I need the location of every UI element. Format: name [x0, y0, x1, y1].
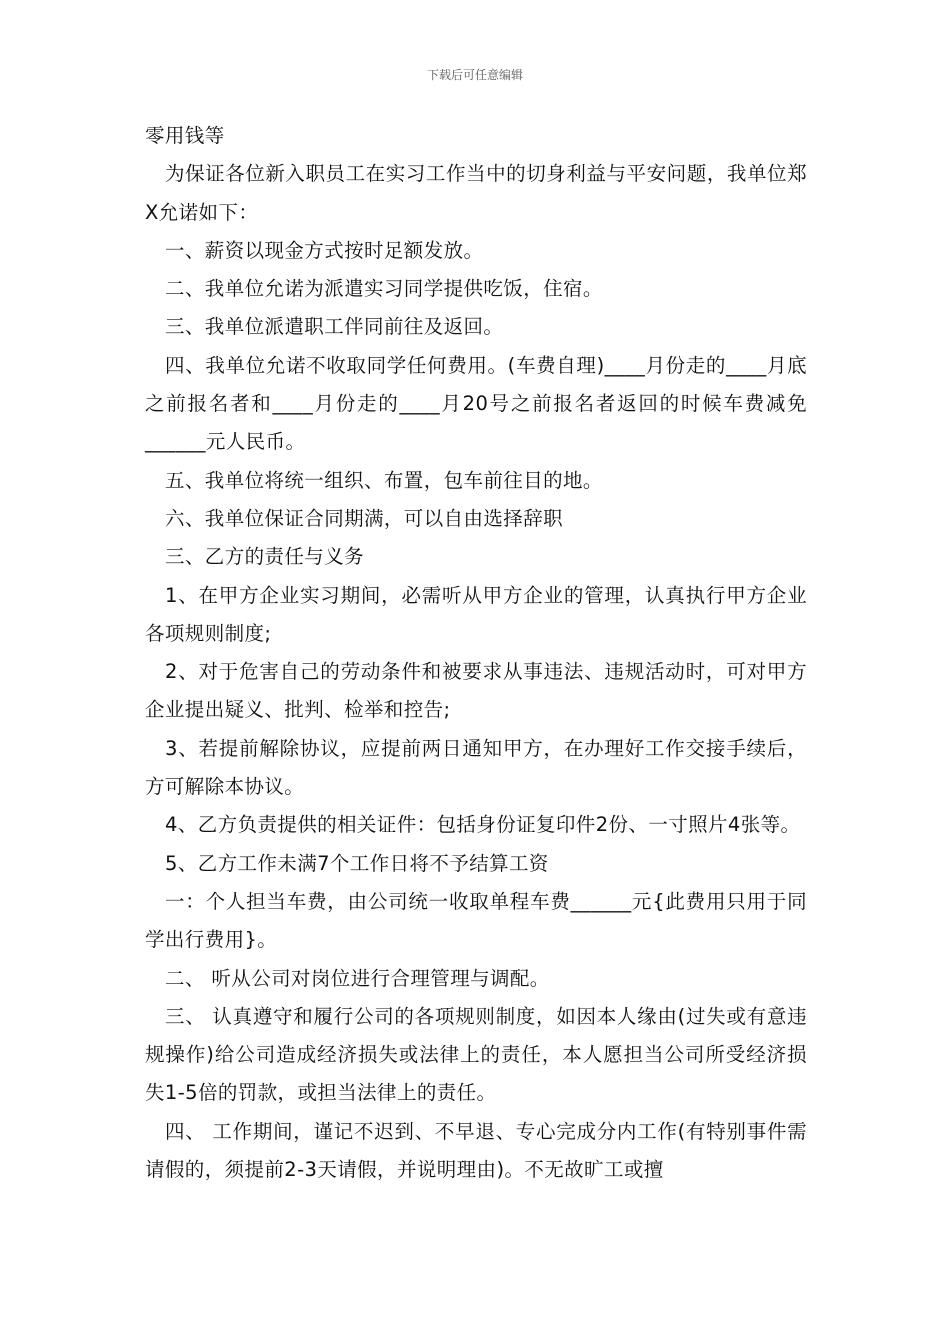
- paragraph-3: 一、薪资以现金方式按时足额发放。: [165, 238, 484, 262]
- paragraph-17: 三、 认真遵守和履行公司的各项规则制度，如因本人缘由(过失或有意违规操作)给公司造成经济损失或法律上的责任，本人愿担当公司所受经济损失1-5倍的罚款，或担当法律上的责任。: [145, 1004, 807, 1105]
- paragraph-13: 4、乙方负责提供的相关证件：包括身份证复印件2份、一寸照片4张等。: [165, 813, 801, 837]
- paragraph-1: 零用钱等: [145, 124, 225, 147]
- paragraph-5: 三、我单位派遣职工伴同前往及返回。: [165, 315, 504, 339]
- paragraph-9: 三、乙方的责任与义务: [165, 545, 365, 569]
- paragraph-15: 一：个人担当车费，由公司统一收取单程车费______元{此费用只用于同学出行费用}。: [145, 889, 807, 952]
- paragraph-4: 二、我单位允诺为派遣实习同学提供吃饭，住宿。: [165, 277, 603, 301]
- paragraph-10: 1、在甲方企业实习期间，必需听从甲方企业的管理，认真执行甲方企业各项规则制度;: [145, 583, 807, 645]
- document-body: [145, 117, 807, 1189]
- paragraph-12: 3、若提前解除协议，应提前两日通知甲方，在办理好工作交接手续后，方可解除本协议。: [145, 736, 807, 799]
- paragraph-16: 二、 听从公司对岗位进行合理管理与调配。: [165, 966, 550, 990]
- paragraph-8: 六、我单位保证合同期满，可以自由选择辞职: [165, 506, 564, 530]
- paragraph-7: 五、我单位将统一组织、布置，包车前往目的地。: [165, 468, 603, 492]
- paragraph-14: 5、乙方工作未满7个工作日将不予结算工资: [165, 851, 549, 875]
- paragraph-2: 为保证各位新入职员工在实习工作当中的切身利益与平安问题，我单位郑X允诺如下：: [145, 162, 807, 224]
- paragraph-18: 四、 工作期间，谨记不迟到、不早退、专心完成分内工作(有特别事件需请假的，须提前2-3天请假，并说明理由)。不无故旷工或擅: [145, 1119, 807, 1182]
- paragraph-11: 2、对于危害自己的劳动条件和被要求从事违法、违规活动时，可对甲方企业提出疑义、批判、检举和控告;: [145, 660, 807, 722]
- paragraph-6: 四、我单位允诺不收取同学任何费用。(车费自理)____月份走的____月底之前报名者和____月份走的____月20号之前报名者返回的时候车费减免______元人民币。: [145, 353, 807, 454]
- page-header: 下载后可任意编辑: [426, 68, 523, 82]
